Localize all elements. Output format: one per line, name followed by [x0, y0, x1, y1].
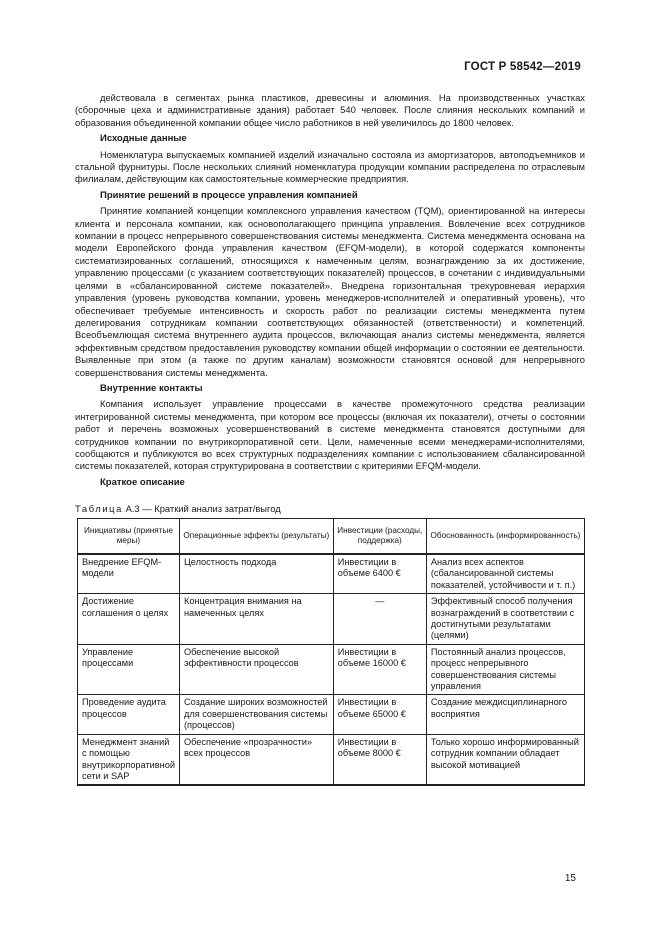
- cell-justification: Только хорошо информированный сотрудник компании обладает высокой мотивацией: [426, 734, 584, 785]
- page-number: 15: [564, 873, 576, 884]
- table-row: [78, 695, 585, 734]
- header-initiatives: Инициативы (принятые меры): [78, 519, 180, 555]
- cell-effect: Обеспечение высокой эффективности процессов: [179, 644, 333, 695]
- section-paragraph-internal-contacts: Компания использует управление процессами в качестве промежуточного средства реализации интегрированной системы менеджмента, при котором все процессы (включая их показатели), отчеты о состоянии работ и перечень возможных усовершенствований в системе менеджмента становятся доступными для сотрудников компании по внутрикорпоративной сети. Цели, намеченные всеми менеджерами-исполнителями, сообщаются и публикуются во всех структурных подразделениях компании с использованием сбалансированной системы показателей, которая структурирована в соответствии с критериями EFQM-модели.: [75, 398, 585, 472]
- cell-initiative: Управление процессами: [78, 644, 180, 695]
- cell-investment: Инвестиции в объеме 8000 €: [333, 734, 426, 785]
- section-heading-summary: Краткое описание: [100, 476, 185, 488]
- cell-investment: —: [333, 594, 426, 645]
- cell-initiative: Менеджмент знаний с помощью внутрикорпоративной сети и SAP: [78, 734, 180, 785]
- standard-number: ГОСТ Р 58542—2019: [464, 61, 581, 73]
- cell-justification: Постоянный анализ процессов, процесс непрерывного совершенствования системы управления: [426, 644, 584, 695]
- table-row: [78, 594, 585, 645]
- header-investments: Инвестиции (расходы, поддержка): [333, 519, 426, 555]
- cell-investment: Инвестиции в объеме 16000 €: [333, 644, 426, 695]
- cell-justification: Эффективный способ получения вознаграждений в соответствии с достигнутыми результатами (целями): [426, 594, 584, 645]
- cell-initiative: Достижение соглашения о целях: [78, 594, 180, 645]
- section-paragraph-decision-making: Принятие компанией концепции комплексного управления качеством (TQM), ориентированной на интересы клиента и персонала компании, как основополагающего принципа управления. Вовлечение всех сотрудников компании в процесс непрерывного совершенствования системы менеджмента. Система менеджмента основана на модели Европейского фонда управления качеством (EFQM-модели), в которой содержатся компоненты систематизированных соглашений, относящихся к намеченным целям, вознаграждению за их достижение, управлению процессами (с указанием соответствующих показателей) процессов, в сочетании с индивидуальными целями в «сбалансированной системе показателей». Внедрена горизонтальная трехуровневая иерархия управления (уровень руководства компании, уровень менеджеров-исполнителей и оперативный уровень), что обеспечивает требуемые интенсивность и скорость работ по реализации системы менеджмента путем делегирования сотрудникам компании соответствующих обязанностей (ответственности) и компетенций. Всеобъемлющая система внутреннего аудита процессов, включающая анализ системы менеджмента, является эффективным средством предоставления руководству компании общей информации о состоянии ее деятельности. Выявленные при этом (а также по другим каналам) возможности становятся основой для непрерывного совершенствования системы менеджмента.: [75, 205, 585, 378]
- cell-initiative: Проведение аудита процессов: [78, 695, 180, 734]
- cell-investment: Инвестиции в объеме 65000 €: [333, 695, 426, 734]
- cell-effect: Целостность подхода: [179, 554, 333, 594]
- header-justification: Обоснованность (информированность): [426, 519, 584, 555]
- cost-benefit-table: [77, 518, 585, 786]
- table-row: [78, 734, 585, 785]
- table-row: [78, 554, 585, 594]
- section-paragraph-initial-data: Номенклатура выпускаемых компанией изделий изначально состояла из амортизаторов, автоподъемников и стальной фурнитуры. После нескольких слияний номенклатура продукции компании распределена по отраслевым филиалам, действующим как самостоятельные коммерческие предприятия.: [75, 148, 585, 185]
- cell-initiative: Внедрение EFQM-модели: [78, 554, 180, 594]
- section-heading-initial-data: Исходные данные: [100, 133, 187, 145]
- cell-effect: Создание широких возможностей для совершенствования системы (процессов): [179, 695, 333, 734]
- intro-paragraph: действовала в сегментах рынка пластиков, древесины и алюминия. На производственных участках (сборочные цеха и административные здания) работает 540 человек. После слияния нескольких компаний и образования объединенной компании общее число работников в ней увеличилось до 1800 человек.: [75, 92, 585, 128]
- cell-effect: Обеспечение «прозрачности» всех процессов: [179, 734, 333, 785]
- table-caption: [75, 503, 281, 514]
- table-caption-label: Таблица: [75, 503, 123, 514]
- table-caption-text: А.3 — Краткий анализ затрат/выгод: [122, 503, 281, 514]
- table-header-row: [78, 519, 585, 555]
- cell-effect: Концентрация внимания на намеченных целях: [179, 594, 333, 645]
- cell-investment: Инвестиции в объеме 6400 €: [333, 554, 426, 594]
- section-heading-decision-making: Принятие решений в процессе управления компанией: [100, 189, 358, 201]
- header-effects: Операционные эффекты (результаты): [179, 519, 333, 555]
- cell-justification: Создание междисциплинарного восприятия: [426, 695, 584, 734]
- table-row: [78, 644, 585, 695]
- section-heading-internal-contacts: Внутренние контакты: [100, 382, 203, 394]
- body-text: [75, 92, 585, 492]
- cell-justification: Анализ всех аспектов (сбалансированной системы показателей, устойчивости и т. п.): [426, 554, 584, 594]
